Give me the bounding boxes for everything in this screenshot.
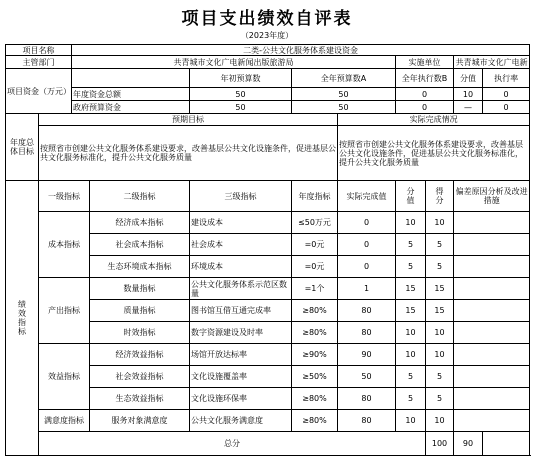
indicators-label: 绩效指标 (6, 181, 39, 456)
indicator-actual: 0 (338, 256, 396, 278)
indicator-header-score: 得分 (426, 181, 454, 212)
indicator-actual: 0 (338, 212, 396, 234)
indicator-score: 5 (426, 366, 454, 388)
indicator-score-max: 10 (396, 212, 426, 234)
funds-cell: — (454, 101, 483, 114)
indicator-header-target: 年度指标 (292, 181, 338, 212)
indicator-actual: 80 (338, 322, 396, 344)
indicator-header-level2: 二级指标 (90, 181, 190, 212)
funds-header-rate: 执行率 (483, 69, 530, 88)
indicator-level3: 建设成本 (190, 212, 292, 234)
indicator-header-actual: 实际完成值 (338, 181, 396, 212)
actual-result-label: 实际完成情况 (338, 114, 530, 126)
indicator-level3: 数字资源建设及时率 (190, 322, 292, 344)
indicator-actual: 80 (338, 388, 396, 410)
funds-cell: 10 (454, 88, 483, 101)
total-label: 总分 (39, 432, 426, 456)
funds-header-annual: 全年预算数A (292, 69, 396, 88)
funds-cell: 0 (483, 88, 530, 101)
department-value: 共青城市文化广电新闻出版旅游局 (72, 56, 396, 69)
indicator-level2: 质量指标 (90, 300, 190, 322)
indicator-score: 15 (426, 278, 454, 300)
indicator-level2: 社会效益指标 (90, 366, 190, 388)
indicator-deviation (454, 300, 530, 322)
indicator-target: =1个 (292, 278, 338, 300)
indicator-deviation (454, 278, 530, 300)
indicator-deviation (454, 366, 530, 388)
indicator-actual: 50 (338, 366, 396, 388)
indicator-actual: 90 (338, 344, 396, 366)
indicator-level2: 数量指标 (90, 278, 190, 300)
indicator-target: ≥80% (292, 300, 338, 322)
indicator-actual: 80 (338, 300, 396, 322)
indicator-actual: 0 (338, 234, 396, 256)
indicator-target: ≥50% (292, 366, 338, 388)
indicator-score: 10 (426, 344, 454, 366)
indicator-target: ≥80% (292, 410, 338, 432)
indicator-level3: 图书馆互借互通完成率 (190, 300, 292, 322)
funds-header-score-max: 分值 (454, 69, 483, 88)
indicator-actual: 1 (338, 278, 396, 300)
indicator-actual: 80 (338, 410, 396, 432)
report-year: （2023年度） (240, 31, 294, 40)
funds-row-total-name: 年度资金总额 (72, 88, 190, 101)
funds-cell: 0 (396, 101, 454, 114)
indicator-deviation (454, 388, 530, 410)
project-name-value: 二类-公共文化服务体系建设资金 (72, 45, 530, 56)
indicator-level1: 成本指标 (39, 212, 90, 278)
indicator-score: 10 (426, 410, 454, 432)
indicator-target: ≤50万元 (292, 212, 338, 234)
implementer-value: 共青城市文化广电新 (454, 56, 530, 69)
indicator-level2: 经济成本指标 (90, 212, 190, 234)
indicator-level3: 公共文化服务体系示范区数量 (190, 278, 292, 300)
indicator-header-level3: 三级指标 (190, 181, 292, 212)
project-name-label: 项目名称 (6, 45, 72, 56)
indicator-level1: 满意度指标 (39, 410, 90, 432)
total-score: 90 (454, 432, 483, 456)
indicator-score: 5 (426, 256, 454, 278)
indicator-score: 10 (426, 212, 454, 234)
funds-row-gov-name: 政府预算资金 (72, 101, 190, 114)
indicator-score-max: 5 (396, 256, 426, 278)
indicator-level3: 文化设施覆盖率 (190, 366, 292, 388)
indicator-score-max: 15 (396, 300, 426, 322)
funds-header-executed: 全年执行数B (396, 69, 454, 88)
funds-header-initial: 年初预算数 (190, 69, 292, 88)
indicator-target: ≥80% (292, 388, 338, 410)
funds-cell: 50 (292, 101, 396, 114)
funds-cell: 0 (396, 88, 454, 101)
indicator-deviation (454, 410, 530, 432)
annual-goal-label: 年度总体目标 (6, 114, 39, 181)
indicator-target: =0元 (292, 256, 338, 278)
indicator-level2: 服务对象满意度 (90, 410, 190, 432)
indicator-level1: 效益指标 (39, 344, 90, 410)
indicator-level2: 生态环境成本指标 (90, 256, 190, 278)
indicator-score-max: 5 (396, 366, 426, 388)
indicator-level3: 公共文化服务满意度 (190, 410, 292, 432)
indicator-deviation (454, 256, 530, 278)
page-title: 项目支出绩效自评表 (181, 9, 353, 29)
indicator-score-max: 15 (396, 278, 426, 300)
indicator-score: 10 (426, 322, 454, 344)
funds-cell: 0 (483, 101, 530, 114)
indicator-level2: 生态效益指标 (90, 388, 190, 410)
actual-result-text: 按照省市创建公共文化服务体系建设要求，改善基层公共文化设施条件，促进基层公共文化服务标准化，提升公共文化服务质量 (338, 126, 530, 181)
funds-label: 项目资金（万元） (6, 69, 72, 114)
indicator-level3: 社会成本 (190, 234, 292, 256)
indicator-header-deviation: 偏差原因分析及改进措施 (454, 181, 530, 212)
indicator-score-max: 10 (396, 344, 426, 366)
indicator-score-max: 10 (396, 410, 426, 432)
expected-goal-label: 预期目标 (39, 114, 338, 126)
evaluation-table (5, 44, 530, 456)
department-label: 主管部门 (6, 56, 72, 69)
indicator-deviation (454, 212, 530, 234)
indicator-target: =0元 (292, 234, 338, 256)
indicator-score-max: 5 (396, 388, 426, 410)
indicator-score-max: 10 (396, 322, 426, 344)
indicator-level3: 文化设施环保率 (190, 388, 292, 410)
indicator-target: ≥90% (292, 344, 338, 366)
indicator-level2: 社会成本指标 (90, 234, 190, 256)
indicator-score: 5 (426, 388, 454, 410)
funds-cell: 50 (190, 101, 292, 114)
total-score-max: 100 (426, 432, 454, 456)
indicator-level2: 经济效益指标 (90, 344, 190, 366)
indicator-header-score-max: 分值 (396, 181, 426, 212)
indicator-score: 15 (426, 300, 454, 322)
funds-cell: 50 (292, 88, 396, 101)
funds-cell: 50 (190, 88, 292, 101)
indicator-level2: 时效指标 (90, 322, 190, 344)
indicator-score: 5 (426, 234, 454, 256)
indicator-score-max: 5 (396, 234, 426, 256)
indicator-level3: 场馆开放达标率 (190, 344, 292, 366)
indicator-target: ≥80% (292, 322, 338, 344)
indicator-deviation (454, 322, 530, 344)
indicator-level1: 产出指标 (39, 278, 90, 344)
indicator-level3: 环境成本 (190, 256, 292, 278)
indicator-deviation (454, 344, 530, 366)
implementer-label: 实施单位 (396, 56, 454, 69)
indicator-header-level1: 一级指标 (39, 181, 90, 212)
expected-goal-text: 按照省市创建公共文化服务体系建设要求，改善基层公共文化设施条件，促进基层公共文化服务标准化，提升公共文化服务质量 (39, 126, 338, 181)
indicator-deviation (454, 234, 530, 256)
total-deviation (483, 432, 530, 456)
